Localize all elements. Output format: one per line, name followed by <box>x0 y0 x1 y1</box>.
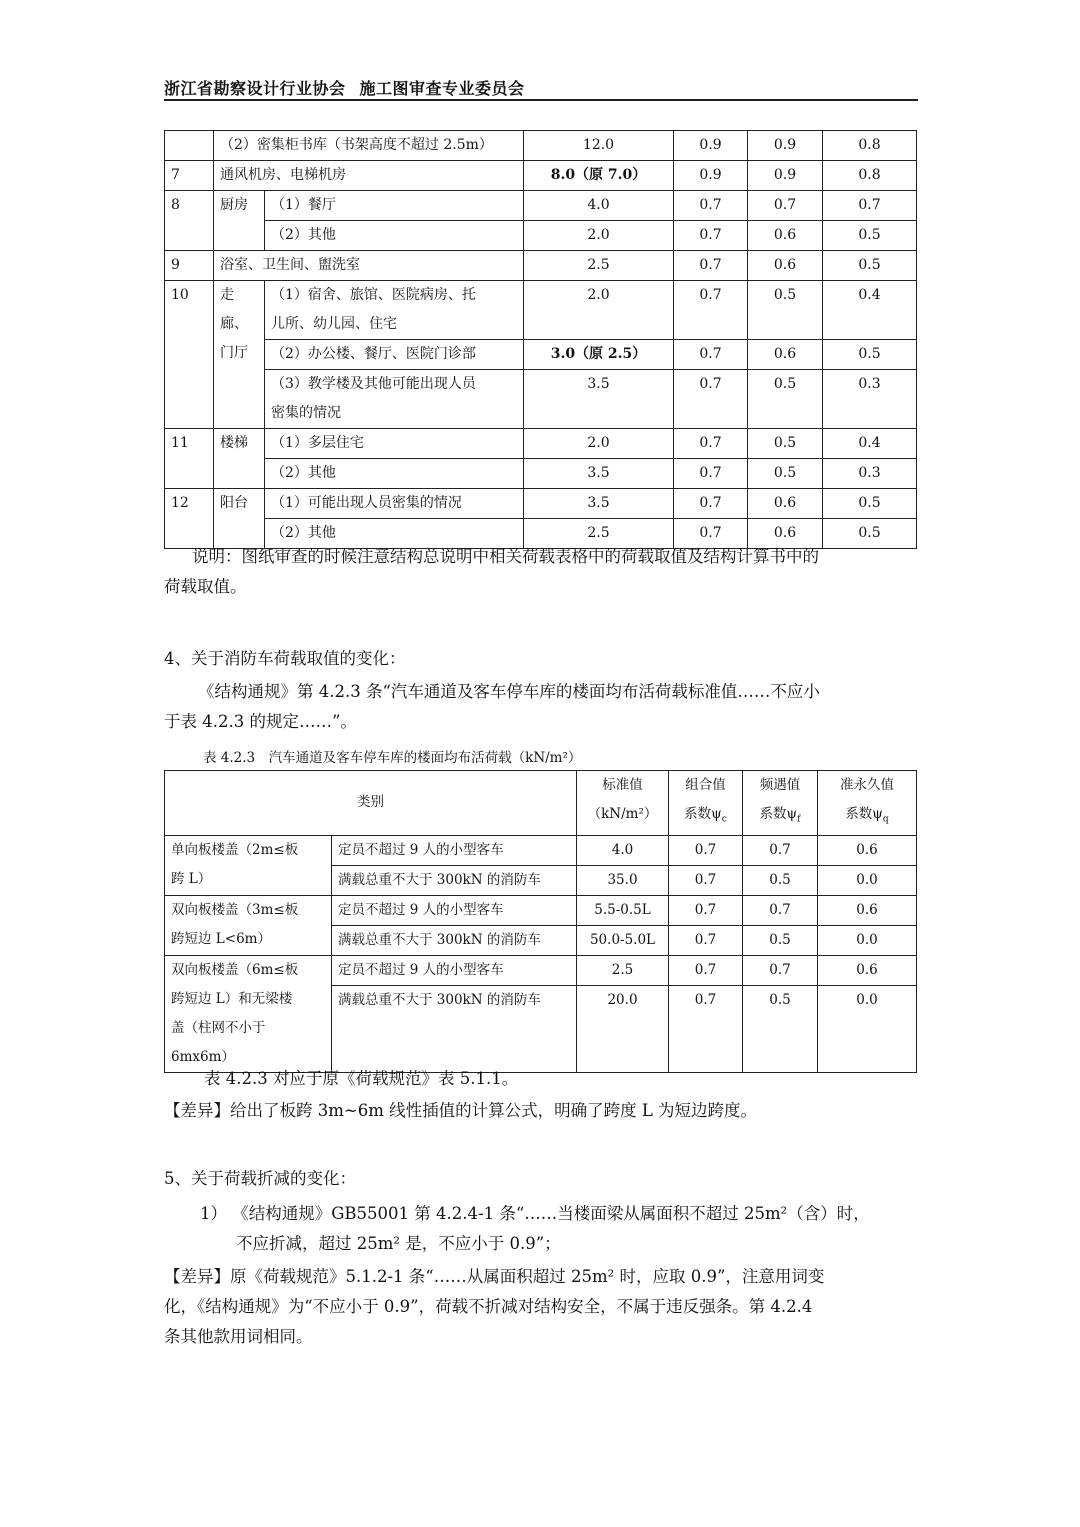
std-value: 3.5 <box>524 370 674 429</box>
coef-f: 0.5 <box>743 925 818 955</box>
table-row <box>165 955 917 985</box>
item-name <box>265 281 524 340</box>
coef-c: 0.7 <box>674 519 748 549</box>
section-title: 5、关于荷载折减的变化： <box>164 1169 356 1188</box>
table-row <box>165 340 917 370</box>
header-rule <box>164 99 918 101</box>
header-committee: 施工图审查专业委员会 <box>359 79 525 98</box>
coef-c: 0.7 <box>674 191 748 221</box>
coef-q: 0.3 <box>823 370 917 429</box>
table-row <box>165 429 917 459</box>
coef-c: 0.7 <box>674 221 748 251</box>
coef-f: 0.6 <box>748 489 823 519</box>
item-name-line: 儿所、幼儿园、住宅 <box>271 316 397 332</box>
difference-line: 化，《结构通规》为“不应小于 0.9”，荷载不折减对结构安全，不属于违反强条。第 4.2.4 <box>164 1297 813 1316</box>
coef-q: 0.0 <box>818 925 917 955</box>
coef-c: 0.7 <box>669 835 743 865</box>
category-line: 跨短边 L<6m） <box>171 930 271 947</box>
note-line: 说明：图纸审查的时候注意结构总说明中相关荷载表格中的荷载取值及结构计算书中的 <box>192 547 819 566</box>
std-value: 3.0（原 2.5） <box>524 340 674 370</box>
item-category: 厨房 <box>214 191 265 251</box>
table-row <box>165 835 917 865</box>
coef-q: 0.0 <box>818 985 917 1072</box>
std-value: 35.0 <box>577 865 669 895</box>
coef-f: 0.6 <box>748 251 823 281</box>
std-value: 2.0 <box>524 281 674 340</box>
table-row <box>165 221 917 251</box>
std-value: 3.5 <box>524 459 674 489</box>
table-row <box>165 489 917 519</box>
table-row <box>165 131 917 161</box>
coef-c: 0.7 <box>669 955 743 985</box>
live-load-table <box>164 130 917 549</box>
coef-f: 0.5 <box>743 865 818 895</box>
header-line: 组合值 <box>685 777 726 793</box>
coef-f: 0.5 <box>748 459 823 489</box>
coef-f: 0.5 <box>748 281 823 340</box>
coef-c: 0.7 <box>669 865 743 895</box>
vehicle-type: 满载总重不大于 300kN 的消防车 <box>332 865 577 895</box>
header-coef-f <box>743 771 818 836</box>
coef-q: 0.5 <box>823 340 917 370</box>
coef-f: 0.9 <box>748 161 823 191</box>
coef-q: 0.6 <box>818 955 917 985</box>
coef-c: 0.9 <box>674 131 748 161</box>
header-coef-c <box>669 771 743 836</box>
item-no: 8 <box>165 191 214 251</box>
item-name: （2）办公楼、餐厅、医院门诊部 <box>265 340 524 370</box>
item-name-line: （1）宿舍、旅馆、医院病房、托 <box>271 287 476 303</box>
difference-line: 【差异】原《荷载规范》5.1.2-1 条“……从属面积超过 25m² 时，应取 0.9”，注意用词变 <box>164 1267 825 1286</box>
slab-category <box>165 895 332 955</box>
header-line: 频遇值 <box>759 777 801 793</box>
item-name-line: （3）教学楼及其他可能出现人员 <box>271 376 476 392</box>
item-name: （1）可能出现人员密集的情况 <box>265 489 524 519</box>
coef-f: 0.6 <box>748 519 823 549</box>
item-name: （2）其他 <box>265 221 524 251</box>
header-subscript: c <box>721 814 727 825</box>
item-name: （2）其他 <box>265 459 524 489</box>
std-value: 50.0-5.0L <box>577 925 669 955</box>
category-line: 跨 L） <box>171 870 212 887</box>
coef-q: 0.8 <box>823 131 917 161</box>
coef-q: 0.6 <box>818 895 917 925</box>
item-no: 11 <box>165 429 214 489</box>
coef-f: 0.5 <box>748 429 823 459</box>
item-name <box>265 370 524 429</box>
coef-f: 0.9 <box>748 131 823 161</box>
coef-f: 0.5 <box>743 985 818 1072</box>
item-no: 10 <box>165 281 214 429</box>
header-text: 系数ψ <box>845 806 883 822</box>
header-text: 系数ψ <box>759 806 798 822</box>
std-value: 2.0 <box>524 221 674 251</box>
category-line: 廊、 <box>220 316 248 332</box>
coef-c: 0.7 <box>669 985 743 1072</box>
header-subscript: q <box>882 814 889 825</box>
quote-line: 《结构通规》第 4.2.3 条“汽车通道及客车停车库的楼面均布活荷载标准值……不应小 <box>198 682 820 701</box>
table-row <box>165 191 917 221</box>
item-no: 7 <box>165 161 214 191</box>
header-category: 类别 <box>165 771 577 836</box>
std-value: 8.0（原 7.0） <box>524 161 674 191</box>
std-value: 3.5 <box>524 489 674 519</box>
header-line <box>824 800 910 835</box>
item-name: 浴室、卫生间、盥洗室 <box>214 251 524 281</box>
header-line: （kN/m²） <box>587 806 658 822</box>
item-name: （2）密集柜书库（书架高度不超过 2.5m） <box>214 131 524 161</box>
category-line: 6mx6m） <box>171 1048 235 1065</box>
vehicle-type: 定员不超过 9 人的小型客车 <box>332 895 577 925</box>
header-line <box>675 800 736 835</box>
difference-line: 条其他款用词相同。 <box>164 1327 313 1346</box>
category-line: 跨短边 L）和无梁楼 <box>171 990 293 1007</box>
header-line: 准永久值 <box>840 777 894 793</box>
std-value: 5.5-0.5L <box>577 895 669 925</box>
item-category: 楼梯 <box>214 429 265 489</box>
table-row <box>165 161 917 191</box>
note-paragraph <box>164 542 918 602</box>
quote-line: 于表 4.2.3 的规定……”。 <box>164 712 357 731</box>
vehicle-type: 满载总重不大于 300kN 的消防车 <box>332 925 577 955</box>
coef-q: 0.5 <box>823 251 917 281</box>
note-line: 表 4.2.3 对应于原《荷载规范》表 5.1.1。 <box>204 1069 519 1088</box>
item-name: （1）多层住宅 <box>265 429 524 459</box>
std-value: 2.0 <box>524 429 674 459</box>
header-line <box>749 800 811 835</box>
section-title: 4、关于消防车荷载取值的变化： <box>164 649 406 668</box>
category-line: 双向板楼盖（3m≤板 <box>171 901 299 918</box>
coef-q: 0.8 <box>823 161 917 191</box>
std-value: 4.0 <box>577 835 669 865</box>
item-category: 阳台 <box>214 489 265 549</box>
page-header <box>164 76 525 99</box>
item-name: （2）其他 <box>265 519 524 549</box>
std-value: 12.0 <box>524 131 674 161</box>
coef-f: 0.5 <box>748 370 823 429</box>
header-coef-q <box>818 771 917 836</box>
item-line: 不应折减，超过 25m² 是，不应小于 0.9”； <box>236 1234 561 1253</box>
item-no: 9 <box>165 251 214 281</box>
difference-line: 【差异】给出了板跨 3m~6m 线性插值的计算公式，明确了跨度 L 为短边跨度。 <box>164 1101 758 1120</box>
table-row <box>165 251 917 281</box>
item-no: 12 <box>165 489 214 549</box>
category-line: 单向板楼盖（2m≤板 <box>171 841 299 858</box>
table-header-row <box>165 771 917 836</box>
coef-c: 0.7 <box>674 251 748 281</box>
coef-f: 0.7 <box>743 955 818 985</box>
coef-q: 0.5 <box>823 221 917 251</box>
vehicle-type: 定员不超过 9 人的小型客车 <box>332 835 577 865</box>
header-line: 标准值 <box>602 777 643 793</box>
std-value: 2.5 <box>524 519 674 549</box>
std-value: 2.5 <box>577 955 669 985</box>
coef-q: 0.4 <box>823 429 917 459</box>
coef-c: 0.9 <box>674 161 748 191</box>
item-category <box>214 281 265 429</box>
coef-c: 0.7 <box>669 895 743 925</box>
section-5 <box>164 1164 918 1352</box>
coef-c: 0.7 <box>674 489 748 519</box>
coef-q: 0.3 <box>823 459 917 489</box>
coef-c: 0.7 <box>674 281 748 340</box>
coef-c: 0.7 <box>674 340 748 370</box>
coef-q: 0.6 <box>818 835 917 865</box>
item-name-line: 密集的情况 <box>271 405 341 421</box>
table-row <box>165 895 917 925</box>
item-name: 通风机房、电梯机房 <box>214 161 524 191</box>
parking-load-table <box>164 770 917 1073</box>
coef-q: 0.5 <box>823 489 917 519</box>
category-line: 盖（柱网不小于 <box>171 1019 266 1036</box>
note-line: 荷载取值。 <box>164 577 247 596</box>
coef-f: 0.7 <box>748 191 823 221</box>
coef-f: 0.6 <box>748 340 823 370</box>
coef-q: 0.5 <box>823 519 917 549</box>
std-value: 20.0 <box>577 985 669 1072</box>
vehicle-type: 定员不超过 9 人的小型客车 <box>332 955 577 985</box>
coef-f: 0.7 <box>743 895 818 925</box>
header-std-value <box>577 771 669 836</box>
section-4 <box>164 644 918 737</box>
coef-f: 0.7 <box>743 835 818 865</box>
header-org: 浙江省勘察设计行业协会 <box>164 79 346 98</box>
coef-c: 0.7 <box>674 429 748 459</box>
coef-q: 0.0 <box>818 865 917 895</box>
table-caption: 表 4.2.3 汽车通道及客车停车库的楼面均布活荷载（kN/m²） <box>203 750 582 766</box>
item-name: （1）餐厅 <box>265 191 524 221</box>
table-row <box>165 281 917 340</box>
vehicle-type: 满载总重不大于 300kN 的消防车 <box>332 985 577 1072</box>
header-text: 系数ψ <box>684 806 722 822</box>
coef-c: 0.7 <box>674 459 748 489</box>
table-row <box>165 459 917 489</box>
item-line: 1） 《结构通规》GB55001 第 4.2.4-1 条“……当楼面梁从属面积不超过 25m²（含）时， <box>200 1204 870 1223</box>
table-row <box>165 370 917 429</box>
category-line: 走 <box>220 287 234 303</box>
coef-q: 0.7 <box>823 191 917 221</box>
coef-c: 0.7 <box>674 370 748 429</box>
std-value: 4.0 <box>524 191 674 221</box>
header-subscript: f <box>797 814 801 825</box>
table-note <box>164 1064 918 1126</box>
coef-c: 0.7 <box>669 925 743 955</box>
slab-category <box>165 955 332 1072</box>
coef-q: 0.4 <box>823 281 917 340</box>
category-line: 门厅 <box>220 345 248 361</box>
std-value: 2.5 <box>524 251 674 281</box>
coef-f: 0.6 <box>748 221 823 251</box>
slab-category <box>165 835 332 895</box>
category-line: 双向板楼盖（6m≤板 <box>171 961 299 978</box>
